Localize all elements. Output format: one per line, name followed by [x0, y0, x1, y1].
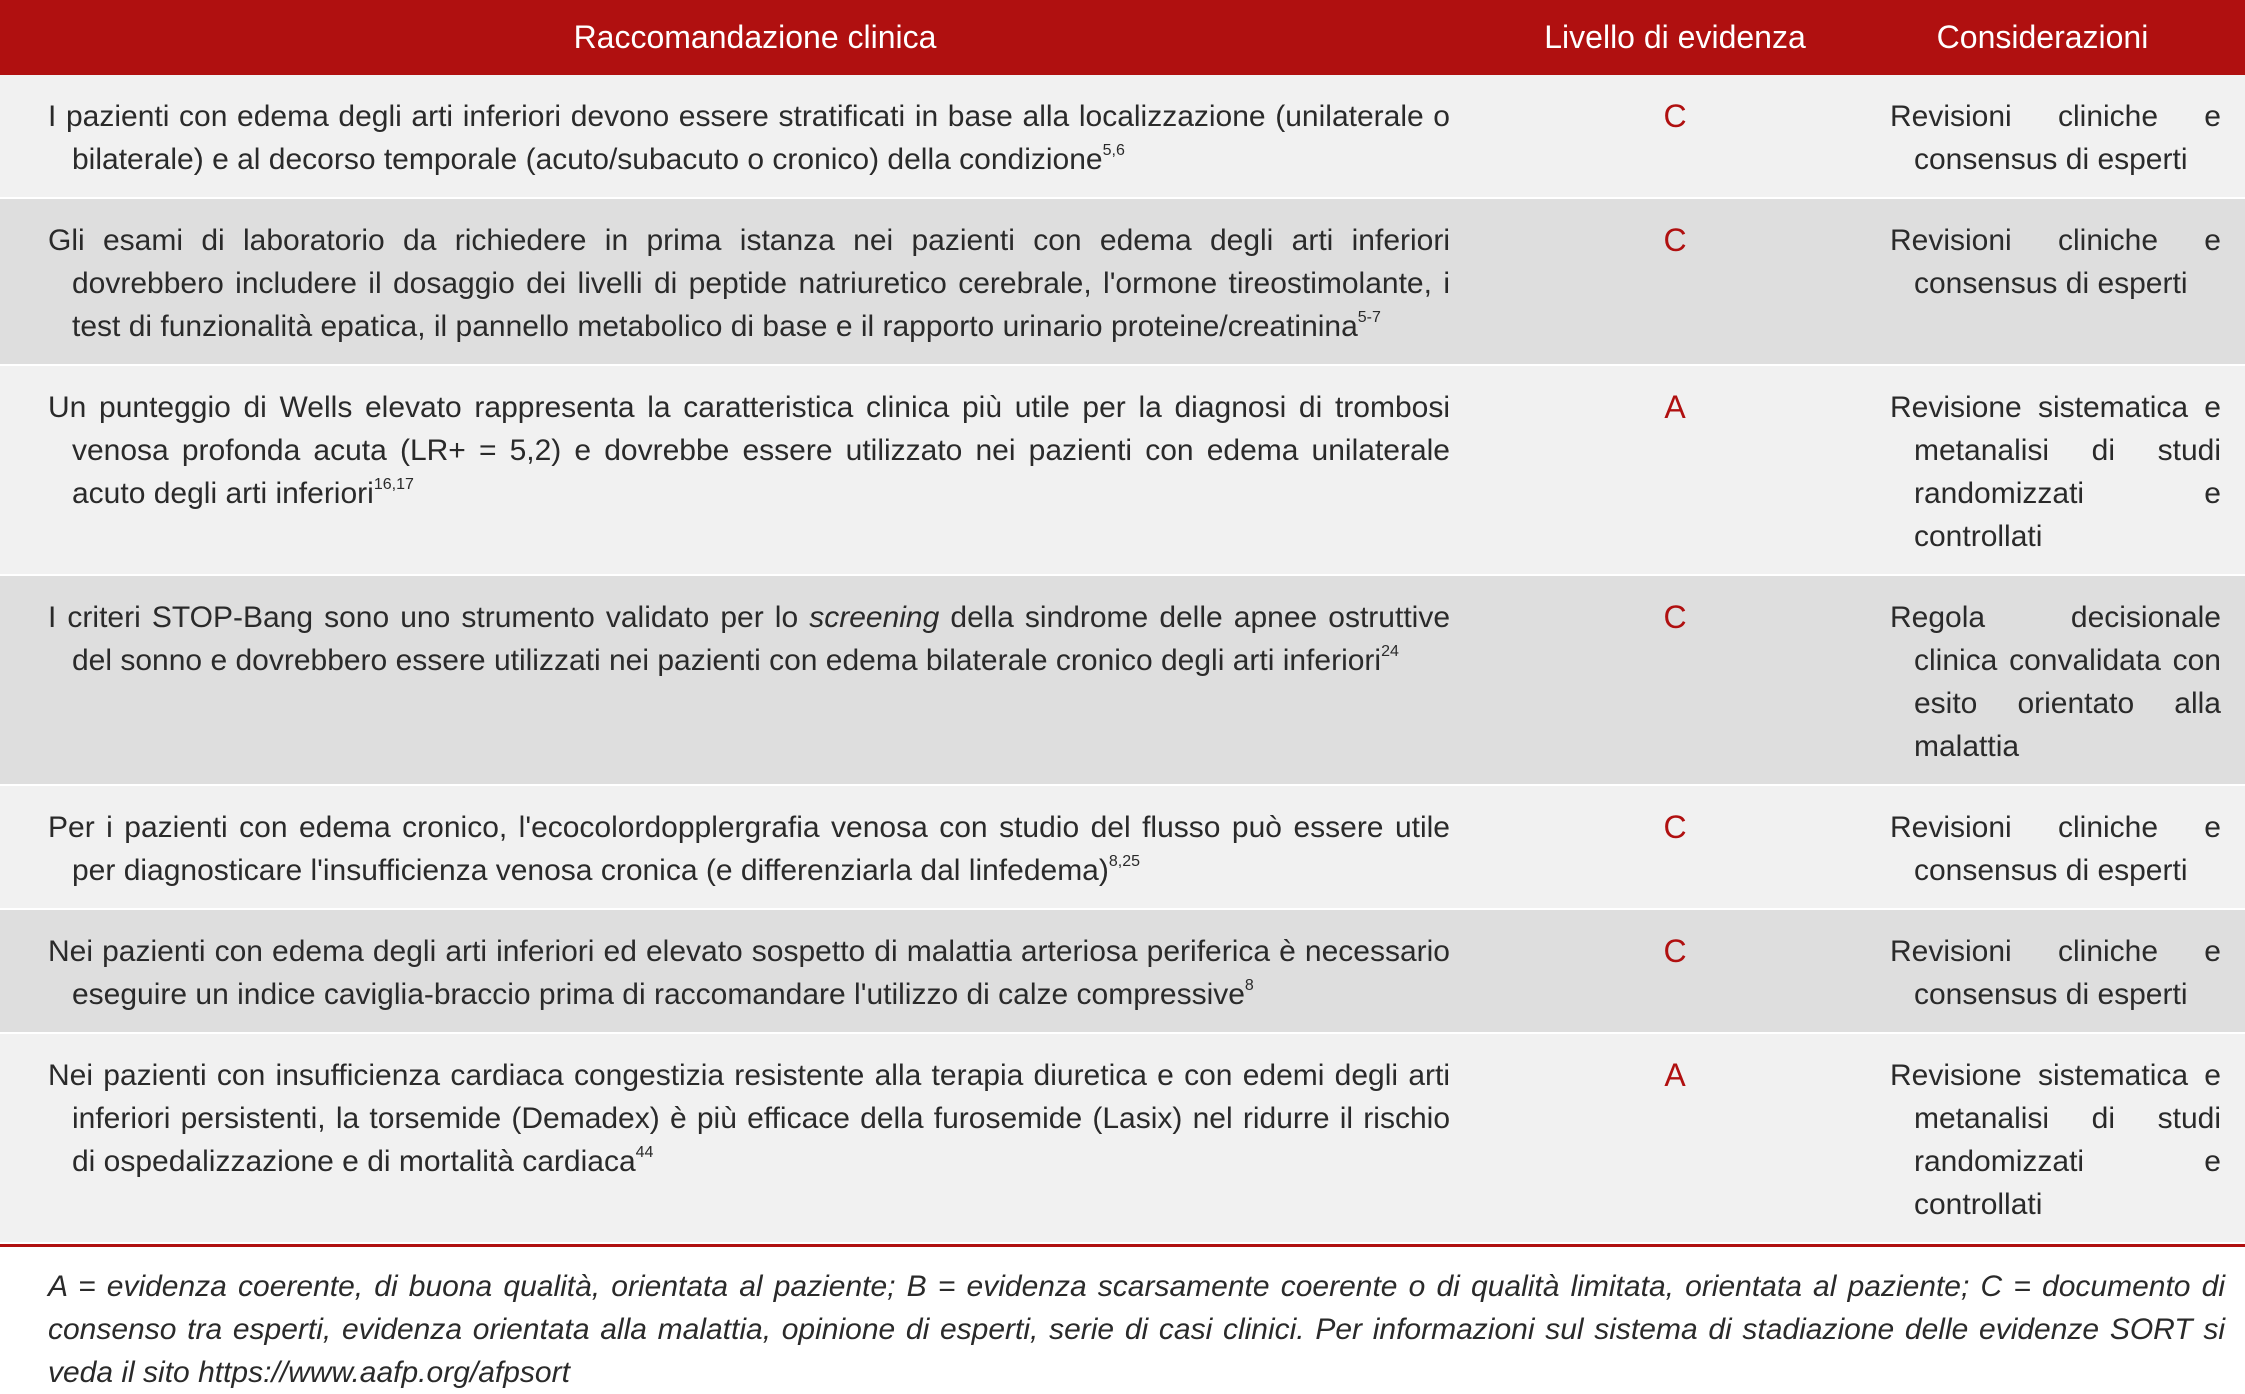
recommendation-cell	[0, 785, 1510, 909]
recommendation-text: Per i pazienti con edema cronico, l'ecocolordopplergrafia venosa con studio del flusso può essere utile per diagnosticare l'insufficienza venosa cronica (e differenziarla dal linfedema)	[48, 811, 1450, 887]
recommendation-cell	[0, 909, 1510, 1033]
consideration-cell	[1840, 1033, 2245, 1243]
consideration-cell	[1840, 75, 2245, 198]
consideration-text: Revisioni cliniche e consensus di esperti	[1890, 811, 2221, 887]
table-row	[0, 75, 2245, 198]
recommendation-text: Nei pazienti con insufficienza cardiaca congestizia resistente alla terapia diuretica e con edemi degli arti inferiori persistenti, la torsemide (Demadex) è più efficace della furosemide (Lasix) nel ridurre il rischio di ospedalizzazione e di mortalità cardiaca	[48, 1059, 1450, 1178]
recommendation-cell	[0, 575, 1510, 785]
consideration-text: Revisioni cliniche e consensus di esperti	[1890, 100, 2221, 176]
recommendation-cell	[0, 75, 1510, 198]
table-header-row	[0, 0, 2245, 75]
table-row	[0, 785, 2245, 909]
table-row	[0, 1033, 2245, 1243]
recommendation-cell	[0, 198, 1510, 365]
table-row	[0, 198, 2245, 365]
consideration-cell	[1840, 365, 2245, 575]
consideration-text: Revisioni cliniche e consensus di esperti	[1890, 935, 2221, 1011]
evidence-level: C	[1510, 75, 1840, 198]
recommendation-text-end: della sindrome delle apnee ostruttive del sonno e dovrebbero essere utilizzati nei pazienti con edema bilaterale cronico degli arti inferiori	[72, 601, 1450, 677]
evidence-level: C	[1510, 575, 1840, 785]
evidence-level: C	[1510, 198, 1840, 365]
consideration-cell	[1840, 785, 2245, 909]
recommendation-text-italic: screening	[809, 601, 940, 634]
reference-superscript: 44	[635, 1144, 654, 1161]
table-row	[0, 575, 2245, 785]
consideration-text: Revisioni cliniche e consensus di esperti	[1890, 224, 2221, 300]
evidence-level: C	[1510, 785, 1840, 909]
reference-superscript: 5-7	[1357, 309, 1381, 326]
recommendation-text-start: I criteri STOP-Bang sono uno strumento validato per lo	[48, 601, 810, 634]
recommendation-cell	[0, 365, 1510, 575]
consideration-cell	[1840, 575, 2245, 785]
consideration-text: Revisione sistematica e metanalisi di studi randomizzati e controllati	[1890, 1059, 2221, 1221]
evidence-level: C	[1510, 909, 1840, 1033]
reference-superscript: 8	[1244, 977, 1254, 994]
header-recommendation: Raccomandazione clinica	[0, 0, 1510, 75]
recommendation-text: Nei pazienti con edema degli arti inferiori ed elevato sospetto di malattia arteriosa periferica è necessario eseguire un indice caviglia-braccio prima di raccomandare l'utilizzo di calze compressive	[48, 935, 1450, 1011]
reference-superscript: 8,25	[1108, 853, 1141, 870]
recommendation-text: Un punteggio di Wells elevato rappresenta la caratteristica clinica più utile per la diagnosi di trombosi venosa profonda acuta (LR+ = 5,2) e dovrebbe essere utilizzato nei pazienti con edema unilaterale acuto degli arti inferiori	[48, 391, 1450, 510]
consideration-text: Revisione sistematica e metanalisi di studi randomizzati e controllati	[1890, 391, 2221, 553]
table-row	[0, 909, 2245, 1033]
reference-superscript: 24	[1381, 643, 1399, 660]
consideration-text: Regola decisionale clinica convalidata con esito orientato alla malattia	[1890, 601, 2221, 763]
header-evidence-level: Livello di evidenza	[1510, 0, 1840, 75]
reference-superscript: 16,17	[373, 476, 414, 493]
table-row	[0, 365, 2245, 575]
recommendation-text: Gli esami di laboratorio da richiedere in prima istanza nei pazienti con edema degli arti inferiori dovrebbero includere il dosaggio dei livelli di peptide natriuretico cerebrale, l'ormone tireostimolante, i test di funzionalità epatica, il pannello metabolico di base e il rapporto urinario proteine/creatinina	[48, 224, 1450, 343]
header-considerations: Considerazioni	[1840, 0, 2245, 75]
footnote	[0, 1247, 2245, 1394]
consideration-cell	[1840, 198, 2245, 365]
recommendation-text: I pazienti con edema degli arti inferiori devono essere stratificati in base alla localizzazione (unilaterale o bilaterale) e al decorso temporale (acuto/subacuto o cronico) della condizione	[48, 100, 1450, 176]
evidence-level: A	[1510, 365, 1840, 575]
recommendation-cell	[0, 1033, 1510, 1243]
evidence-level: A	[1510, 1033, 1840, 1243]
consideration-cell	[1840, 909, 2245, 1033]
footnote-text: A = evidenza coerente, di buona qualità, orientata al paziente; B = evidenza scarsamente coerente o di qualità limitata, orientata al paziente; C = documento di consenso tra esperti, evidenza orientata alla malattia, opinione di esperti, serie di casi clinici. Per informazioni sul sistema di stadiazione delle evidenze SORT si veda il sito https://www.aafp.org/afpsort	[48, 1270, 2225, 1389]
reference-superscript: 5,6	[1102, 142, 1125, 159]
